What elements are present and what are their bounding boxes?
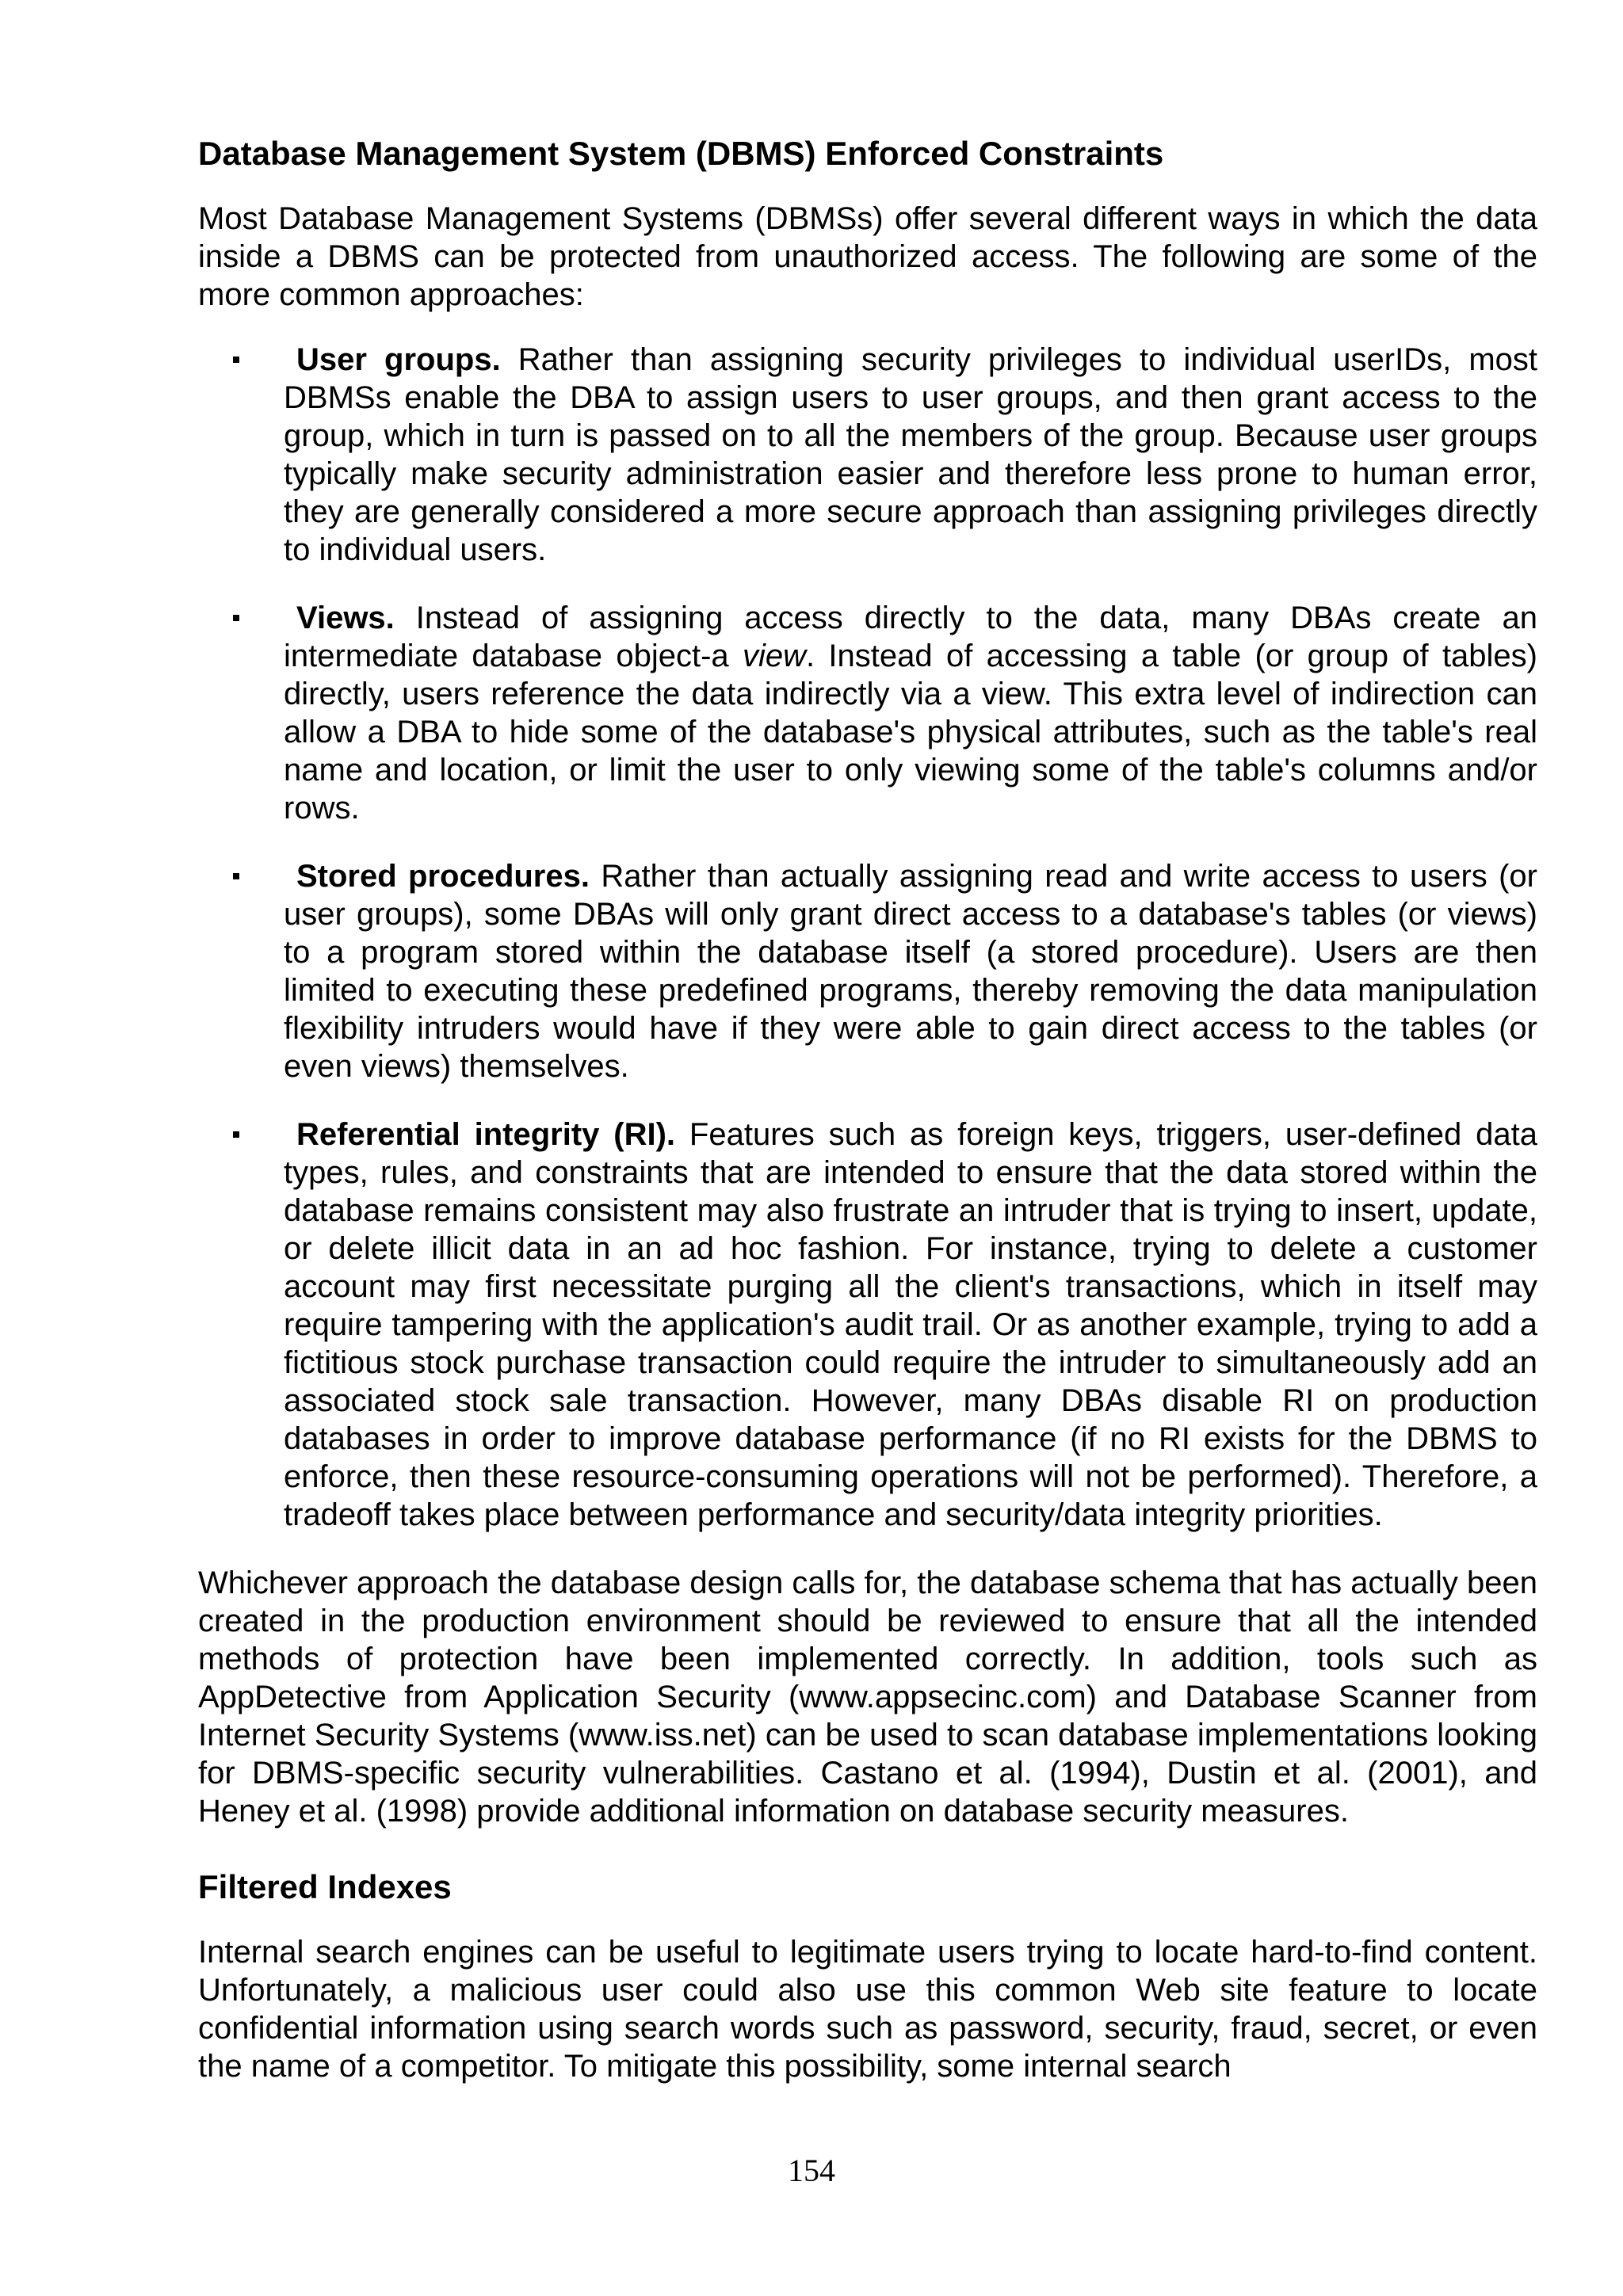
intro-paragraph: Most Database Management Systems (DBMSs) offer several different ways in which the data inside a DBMS can be protected from unauthorized access. The following are some of the more common approaches:	[198, 201, 1537, 312]
bullet-square-icon	[233, 1131, 239, 1138]
page-number: 154	[788, 2153, 835, 2188]
list-item-stored-procedures	[198, 857, 1537, 1085]
document-page	[198, 133, 1537, 2085]
section-heading-filtered-indexes: Filtered Indexes	[198, 1868, 452, 1905]
list-item-text: . Instead of accessing a table (or group of tables) directly, users reference the data indirectly via a view. This extra level of indirection can allow a DBA to hide some of the database's physical attributes, such as the table's real name and location, or limit the user to only viewing some of the table's columns and/or rows.	[284, 639, 1537, 826]
list-item-text: Rather than assigning security privileges to individual userIDs, most DBMSs enable the DBA to assign users to user groups, and then grant access to the group, which in turn is passed on to all the members of the group. Because user groups typically make security administration easier and therefore less prone to human error, they are generally considered a more secure approach than assigning privileges directly to individual users.	[284, 342, 1538, 567]
summary-paragraph: Whichever approach the database design calls for, the database schema that has actually been created in the production environment should be reviewed to ensure that all the intended methods of protection have been implemented correctly. In addition, tools such as AppDetective from Application Security (www.appsecinc.com) and Database Scanner from Internet Security Systems (www.iss.net) can be used to scan database implementations looking for DBMS-specific security vulnerabilities. Castano et al. (1994), Dustin et al. (2001), and Heney et al. (1998) provide additional information on database security measures.	[198, 1566, 1537, 1829]
list-item-lead: Referential integrity (RI).	[296, 1117, 676, 1152]
list-item-user-groups	[198, 341, 1537, 569]
bullet-square-icon	[233, 357, 239, 363]
list-item-lead: Views.	[296, 601, 395, 635]
list-item-referential-integrity	[198, 1116, 1537, 1534]
filtered-indexes-paragraph: Internal search engines can be useful to legitimate users trying to locate hard-to-find content. Unfortunately, a malicious user could also use this common Web site feature to locate confidential information using search words such as password, security, fraud, secret, or even the name of a competitor. To mitigate this possibility, some internal search	[198, 1935, 1537, 2084]
list-item-text: Instead of assigning access directly to the data, many DBAs create an intermediate database object-a	[284, 601, 1537, 673]
list-item-text: Rather than actually assigning read and write access to users (or user groups), some DBAs will only grant direct access to a database's tables (or views) to a program stored within the database itself (a stored procedure). Users are then limited to executing these predefined programs, thereby removing the data manipulation flexibility intruders would have if they were able to gain direct access to the tables (or even views) themselves.	[284, 859, 1537, 1084]
bullet-square-icon	[233, 615, 239, 621]
bullet-square-icon	[233, 873, 239, 879]
list-item-lead: User groups.	[296, 342, 501, 377]
approaches-list	[198, 341, 1537, 1534]
list-item-italic-term: view	[742, 639, 806, 673]
section-heading-dbms-constraints: Database Management System (DBMS) Enforced Constraints	[198, 135, 1164, 172]
list-item-text: Features such as foreign keys, triggers, user-defined data types, rules, and constraints that are intended to ensure that the data stored within the database remains consistent may also frustrate an intruder that is trying to insert, update, or delete illicit data in an ad hoc fashion. For instance, trying to delete a customer account may first necessitate purging all the client's transactions, which in itself may require tampering with the application's audit trail. Or as another example, trying to add a fictitious stock purchase transaction could require the intruder to simultaneously add an associated stock sale transaction. However, many DBAs disable RI on production databases in order to improve database performance (if no RI exists for the DBMS to enforce, then these resource-consuming operations will not be performed). Therefore, a tradeoff takes place between performance and security/data integrity priorities.	[284, 1117, 1538, 1532]
list-item-lead: Stored procedures.	[296, 859, 590, 894]
list-item-views	[198, 599, 1537, 827]
